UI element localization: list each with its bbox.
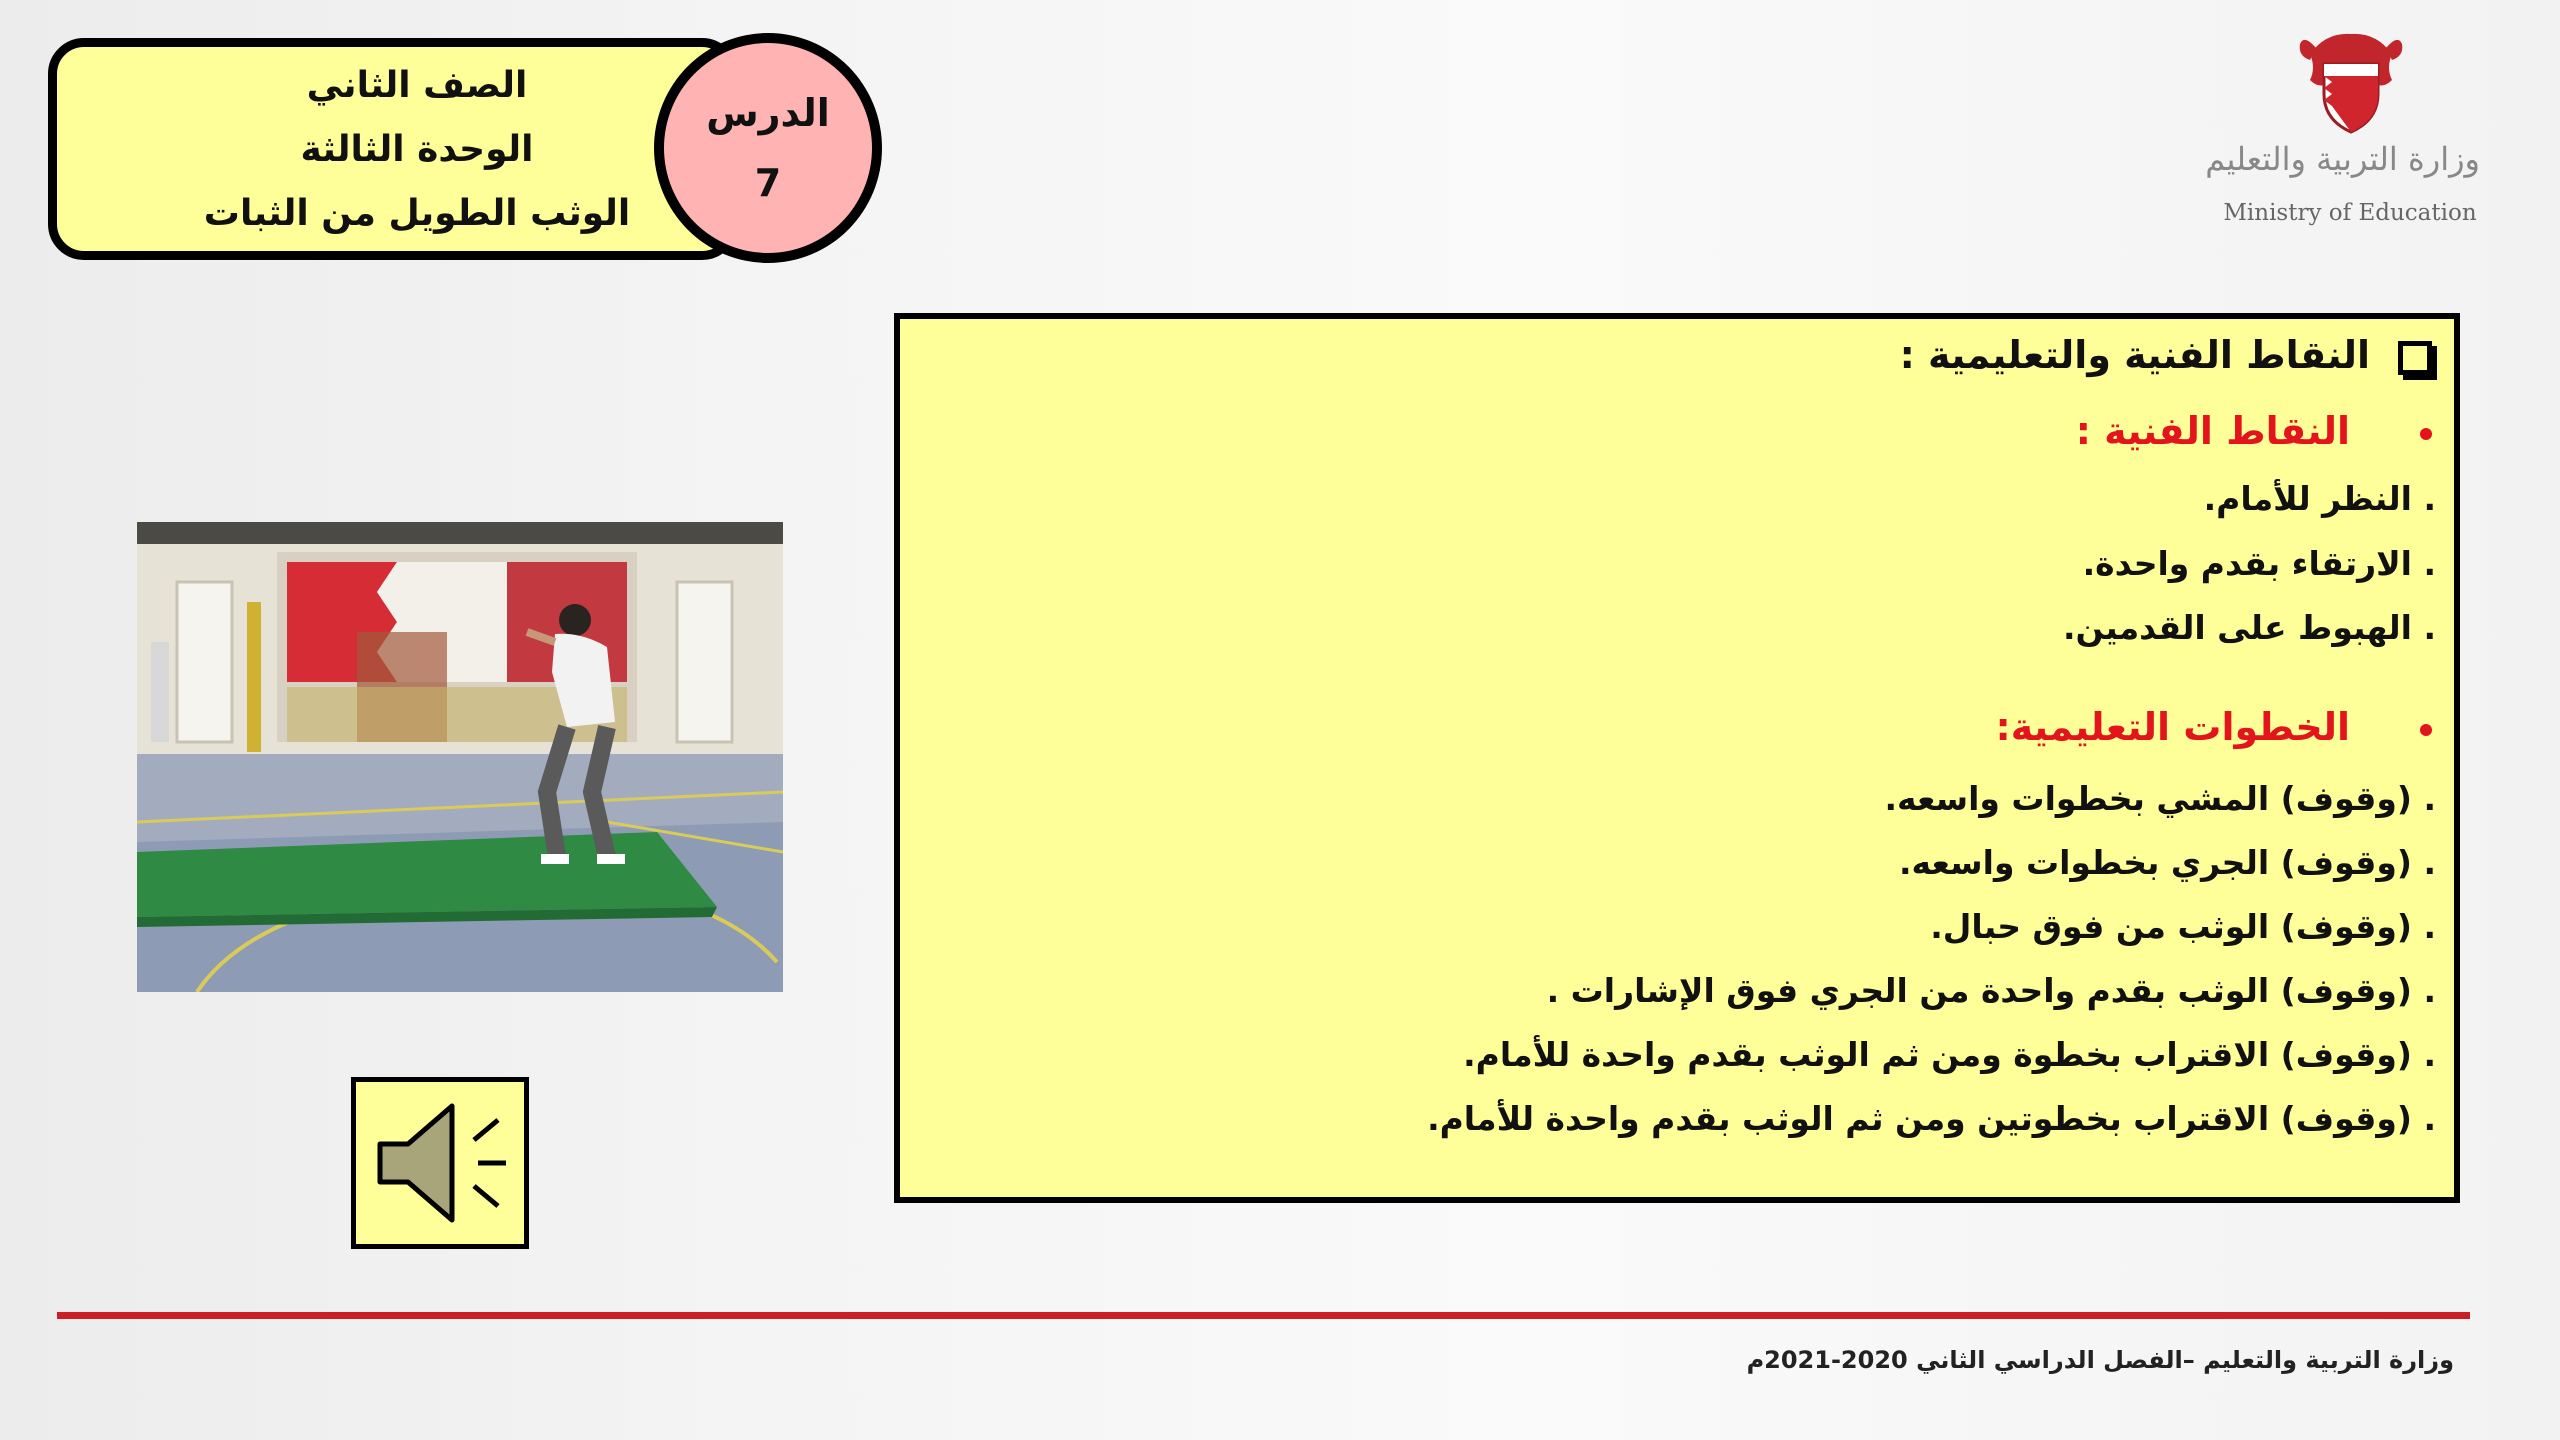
list-item: . الهبوط على القدمين. — [2063, 608, 2436, 647]
section-title: النقاط الفنية والتعليمية : — [1899, 333, 2370, 377]
red-dot-bullet-icon — [2420, 428, 2432, 440]
list-item: . (وقوف) الوثب من فوق حبال. — [1930, 907, 2436, 946]
list-item: . (وقوف) المشي بخطوات واسعه. — [1884, 779, 2436, 818]
steps-heading-label: الخطوات التعليمية: — [1995, 705, 2350, 749]
list-item: . الارتقاء بقدم واحدة. — [2082, 544, 2436, 583]
unit-label: الوحدة الثالثة — [300, 129, 534, 170]
footer-divider — [57, 1312, 2470, 1319]
lesson-info-box — [48, 38, 738, 260]
technical-heading-label: النقاط الفنية : — [2075, 409, 2350, 453]
bahrain-emblem-icon — [2296, 28, 2406, 136]
speaker-icon — [356, 1082, 524, 1244]
ministry-english-name: Ministry of Education — [2223, 200, 2477, 226]
learning-steps-heading — [892, 705, 2432, 749]
grade-label: الصف الثاني — [306, 65, 528, 106]
red-dot-bullet-icon — [2420, 724, 2432, 736]
list-item: . (وقوف) الوثب بقدم واحدة من الجري فوق الإشارات . — [1546, 971, 2436, 1010]
footer-caption: وزارة التربية والتعليم –الفصل الدراسي الثاني 2020-2021م — [1746, 1346, 2454, 1374]
ministry-arabic-name: وزارة التربية والتعليم — [2205, 140, 2480, 178]
square-checkbox-icon — [2398, 341, 2432, 375]
section-heading — [892, 333, 2432, 377]
content-panel — [894, 313, 2460, 1203]
list-item: . النظر للأمام. — [2203, 479, 2436, 518]
lesson-topic-label: الوثب الطويل من الثبات — [203, 193, 631, 234]
technical-points-heading — [892, 409, 2432, 453]
list-item: . (وقوف) الجري بخطوات واسعه. — [1899, 843, 2436, 882]
list-item: . (وقوف) الاقتراب بخطوتين ومن ثم الوثب بقدم واحدة للأمام. — [1427, 1099, 2436, 1138]
lesson-word: الدرس — [706, 91, 830, 135]
list-item: . (وقوف) الاقتراب بخطوة ومن ثم الوثب بقدم واحدة للأمام. — [1463, 1035, 2436, 1074]
audio-play-button[interactable] — [351, 1077, 529, 1249]
lesson-number: 7 — [754, 161, 782, 205]
student-jumping-photo — [137, 522, 783, 992]
lesson-number-badge — [654, 33, 882, 263]
